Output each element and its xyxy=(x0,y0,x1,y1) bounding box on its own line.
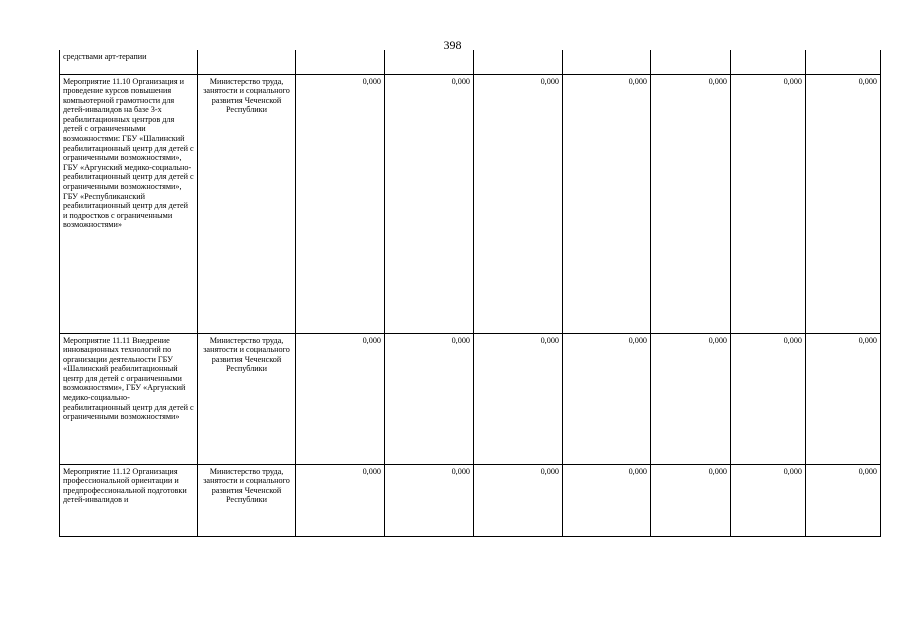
funding-value-cell: 0,000 xyxy=(563,464,651,536)
funding-value-cell: 0,000 xyxy=(731,333,806,464)
funding-value-cell: 0,000 xyxy=(651,333,731,464)
funding-value-cell: 0,000 xyxy=(806,333,881,464)
funding-value-cell: 0,000 xyxy=(806,74,881,333)
event-description-cell: средствами арт-терапии xyxy=(60,50,198,74)
funding-value-cell: 0,000 xyxy=(651,464,731,536)
funding-value-cell: 0,000 xyxy=(731,464,806,536)
funding-value-cell: 0,000 xyxy=(731,74,806,333)
funding-value-cell: 0,000 xyxy=(385,74,474,333)
table-row xyxy=(60,333,881,464)
funding-value-cell xyxy=(731,50,806,74)
event-description-cell: Мероприятие 11.10 Организация и проведение курсов повышения компьютерной грамотности для детей-инвалидов на базе 3-х реабилитационных центров для детей с ограниченными возможностями: ГБУ «Шалинский реабилитационный центр для детей с ограниченными возможностями», ГБУ «Аргунский медико-социально-реабилитационный центр для детей с ограниченными возможностями», ГБУ «Республиканский реабилитационный центр для детей и подростков с ограниченными возможностями» xyxy=(60,74,198,333)
funding-value-cell xyxy=(806,50,881,74)
executor-cell: Министерство труда, занятости и социального развития Чеченской Республики xyxy=(198,464,296,536)
funding-value-cell xyxy=(651,50,731,74)
funding-value-cell: 0,000 xyxy=(563,74,651,333)
table-row xyxy=(60,50,881,74)
executor-cell xyxy=(198,50,296,74)
table-body xyxy=(60,50,881,536)
page-number: 398 xyxy=(443,38,462,52)
executor-cell: Министерство труда, занятости и социального развития Чеченской Республики xyxy=(198,333,296,464)
event-description-cell: Мероприятие 11.11 Внедрение инновационных технологий по организации деятельности ГБУ «Шалинский реабилитационный центр для детей с ограниченными возможностями», ГБУ «Аргунский медико-социально-реабилитационный центр для детей с ограниченными возможностями» xyxy=(60,333,198,464)
funding-value-cell: 0,000 xyxy=(296,464,385,536)
funding-value-cell xyxy=(474,50,563,74)
funding-value-cell: 0,000 xyxy=(651,74,731,333)
program-table xyxy=(59,50,881,537)
funding-value-cell: 0,000 xyxy=(806,464,881,536)
funding-value-cell: 0,000 xyxy=(563,333,651,464)
funding-value-cell: 0,000 xyxy=(296,74,385,333)
funding-value-cell: 0,000 xyxy=(474,74,563,333)
funding-value-cell xyxy=(296,50,385,74)
funding-value-cell xyxy=(385,50,474,74)
table-row xyxy=(60,74,881,333)
funding-value-cell xyxy=(563,50,651,74)
event-description-cell: Мероприятие 11.12 Организация профессиональной ориентации и предпрофессиональной подготовки детей-инвалидов и xyxy=(60,464,198,536)
executor-cell: Министерство труда, занятости и социального развития Чеченской Республики xyxy=(198,74,296,333)
funding-value-cell: 0,000 xyxy=(385,333,474,464)
funding-value-cell: 0,000 xyxy=(296,333,385,464)
funding-value-cell: 0,000 xyxy=(474,464,563,536)
funding-value-cell: 0,000 xyxy=(385,464,474,536)
funding-value-cell: 0,000 xyxy=(474,333,563,464)
table-row xyxy=(60,464,881,536)
